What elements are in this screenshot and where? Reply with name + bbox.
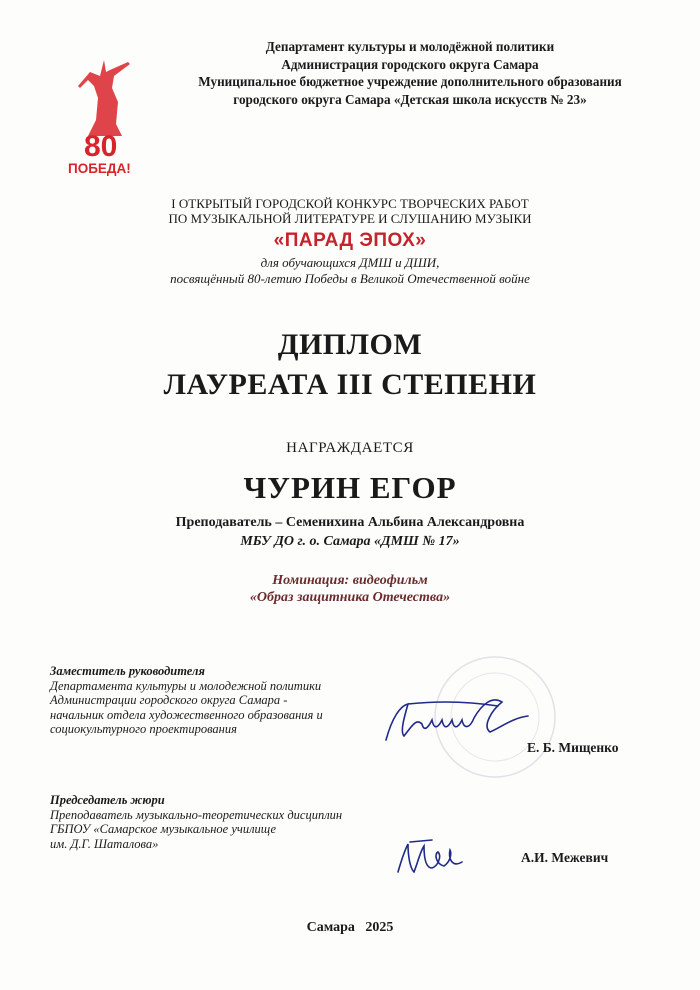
header-line: Департамент культуры и молодёжной политики: [265, 39, 555, 54]
victory-80-logo: [66, 58, 142, 178]
diploma-title: [50, 325, 650, 405]
signatory-line: им. Д.Г. Шаталова»: [50, 836, 159, 851]
contest-block: [90, 196, 610, 287]
school-line: МБУ ДО г. о. Самара «ДМШ № 17»: [240, 534, 460, 549]
signatory-name: Е. Б. Мищенко: [527, 740, 619, 755]
diploma-heading: ДИПЛОМ: [277, 328, 423, 361]
signatory-name: А.И. Межевич: [521, 850, 609, 865]
contest-name: «ПАРАД ЭПОХ»: [273, 230, 427, 251]
footer-place-date: [50, 920, 650, 936]
contest-line: I ОТКРЫТЫЙ ГОРОДСКОЙ КОНКУРС ТВОРЧЕСКИХ РАБОТ: [171, 196, 529, 211]
header-line: Муниципальное бюджетное учреждение дополнительного образования: [198, 74, 622, 89]
nomination-title: «Образ защитника Отечества»: [249, 590, 451, 605]
signatory-line: Департамента культуры и молодежной политики: [50, 678, 322, 693]
signature-mezhevich: [392, 832, 472, 882]
logo-number: 80: [84, 130, 118, 163]
footer-city: Самара: [306, 920, 355, 935]
dedication-line: посвящённый 80-летию Победы в Великой Отечественной войне: [170, 271, 530, 286]
signatory-role: Председатель жюри: [50, 793, 165, 807]
signatory-line: начальник отдела художественного образования и: [50, 707, 323, 722]
dedication-line: для обучающихся ДМШ и ДШИ,: [260, 255, 440, 270]
footer-year: 2025: [365, 920, 394, 935]
teacher-block: [50, 513, 650, 551]
signatory-deputy: [50, 664, 323, 737]
contest-line: ПО МУЗЫКАЛЬНОЙ ЛИТЕРАТУРЕ И СЛУШАНИЮ МУЗЫКИ: [168, 211, 532, 226]
nomination-label: Номинация: видеофильм: [272, 573, 428, 588]
awardee-name: ЧУРИН ЕГОР: [243, 470, 457, 505]
header-line: Администрация городского округа Самара: [281, 56, 539, 72]
nomination-block: [50, 572, 650, 606]
awarded-label: НАГРАЖДАЕТСЯ: [286, 440, 414, 456]
signatory-line: социокультурного проектирования: [50, 722, 237, 736]
header-organization: [150, 38, 670, 108]
signatory-line: Администрации городского округа Самара -: [50, 693, 288, 707]
signatory-role: Заместитель руководителя: [50, 664, 205, 678]
signatory-line: ГБПОУ «Самарское музыкальное училище: [50, 822, 277, 836]
signatory-line: Преподаватель музыкально-теоретических дисциплин: [50, 807, 343, 822]
header-line: городского округа Самара «Детская школа искусств № 23»: [233, 91, 587, 107]
signature-mishchenko: [378, 688, 548, 758]
signatory-jury-chair: [50, 793, 342, 851]
teacher-line: Преподаватель – Семенихина Альбина Александровна: [175, 515, 525, 530]
diploma-degree: ЛАУРЕАТА III СТЕПЕНИ: [163, 368, 537, 401]
logo-text: ПОБЕДА!: [68, 161, 131, 176]
